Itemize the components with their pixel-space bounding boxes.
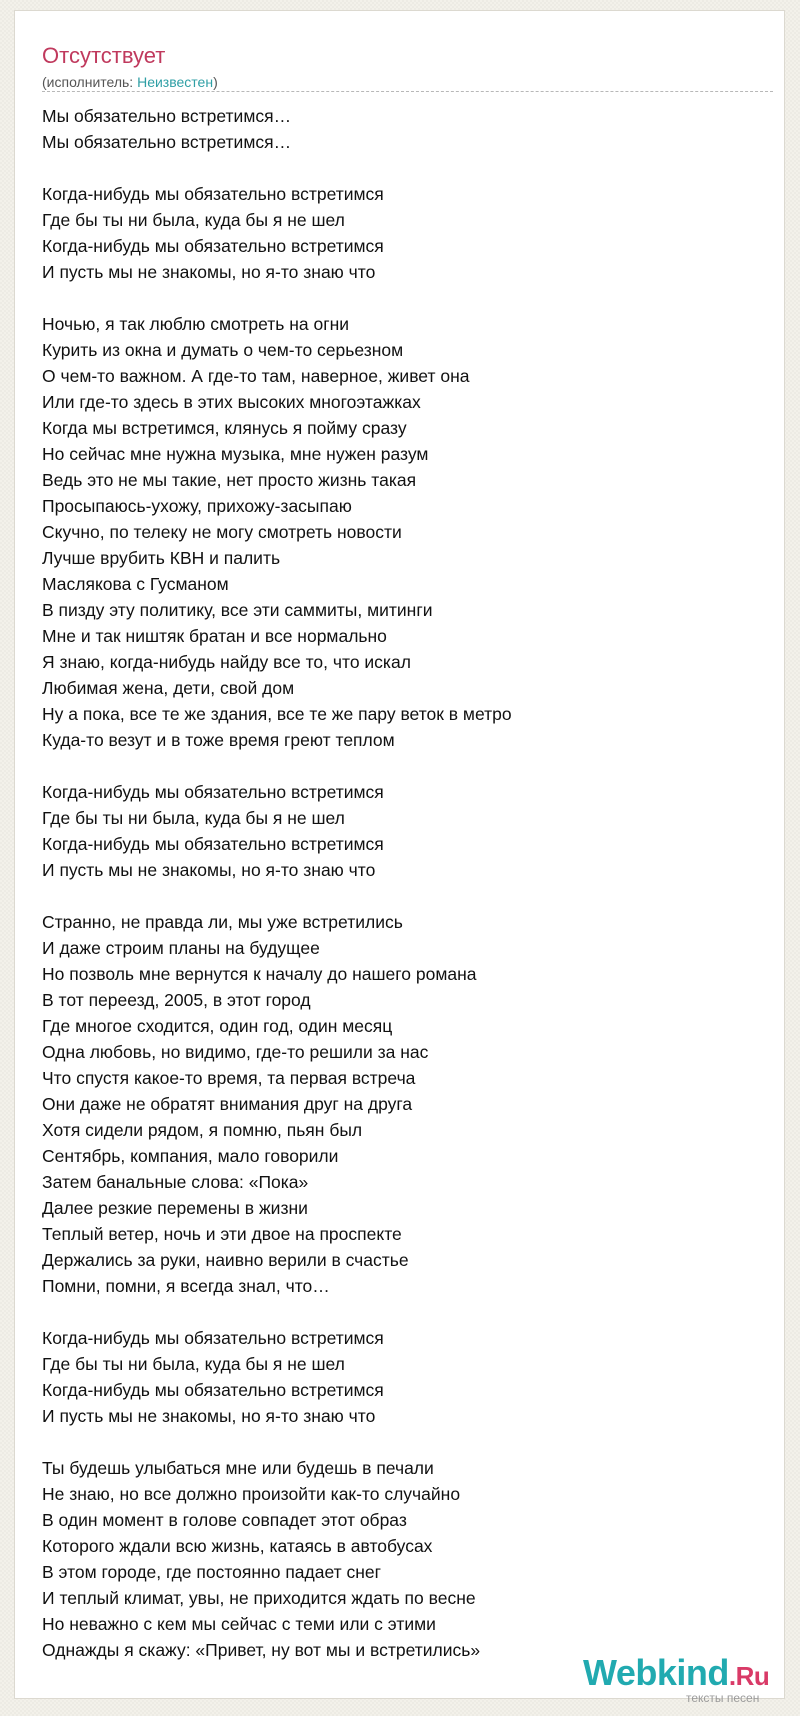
lyric-line: Когда-нибудь мы обязательно встретимся: [42, 1328, 384, 1348]
artist-suffix: ): [213, 74, 218, 90]
artist-line: [42, 73, 218, 91]
lyric-line: Когда-нибудь мы обязательно встретимся: [42, 782, 384, 802]
logo-main-text: Webkind: [583, 1652, 729, 1693]
lyric-line: Когда-нибудь мы обязательно встретимся: [42, 834, 384, 854]
lyric-line: Маслякова с Гусманом: [42, 574, 229, 594]
lyric-line: Но позволь мне вернутся к началу до нашего романа: [42, 964, 477, 984]
lyric-line: Мы обязательно встретимся…: [42, 132, 292, 152]
lyric-line: И пусть мы не знакомы, но я-то знаю что: [42, 860, 376, 880]
logo-tld: .Ru: [728, 1661, 770, 1691]
lyric-line: Просыпаюсь-ухожу, прихожу-засыпаю: [42, 496, 352, 516]
lyric-line: Сентябрь, компания, мало говорили: [42, 1146, 339, 1166]
lyric-line: Я знаю, когда-нибудь найду все то, что искал: [42, 652, 411, 672]
lyric-line: В тот переезд, 2005, в этот город: [42, 990, 311, 1010]
lyric-line: Курить из окна и думать о чем-то серьезном: [42, 340, 404, 360]
lyric-line: Куда-то везут и в тоже время греют теплом: [42, 730, 395, 750]
lyric-line: Где бы ты ни была, куда бы я не шел: [42, 1354, 345, 1374]
lyric-line: Хотя сидели рядом, я помню, пьян был: [42, 1120, 363, 1140]
lyric-line: Далее резкие перемены в жизни: [42, 1198, 308, 1218]
lyric-line: Или где-то здесь в этих высоких многоэтажках: [42, 392, 421, 412]
title-divider: [42, 91, 773, 92]
lyric-line: Когда-нибудь мы обязательно встретимся: [42, 1380, 384, 1400]
lyric-line: Они даже не обратят внимания друг на друга: [42, 1094, 413, 1114]
lyric-line: Одна любовь, но видимо, где-то решили за нас: [42, 1042, 429, 1062]
stanza-gap: [42, 155, 742, 181]
lyric-line: Ты будешь улыбаться мне или будешь в печали: [42, 1458, 434, 1478]
lyric-line: Помни, помни, я всегда знал, что…: [42, 1276, 330, 1296]
lyric-line: Однажды я скажу: «Привет, ну вот мы и встретились»: [42, 1640, 481, 1660]
lyric-line: Когда мы встретимся, клянусь я пойму сразу: [42, 418, 407, 438]
stanza-gap: [42, 753, 742, 779]
lyric-line: Ну а пока, все те же здания, все те же пару веток в метро: [42, 704, 512, 724]
lyric-line: Когда-нибудь мы обязательно встретимся: [42, 184, 384, 204]
lyric-line: Которого ждали всю жизнь, катаясь в автобусах: [42, 1536, 433, 1556]
artist-link[interactable]: Неизвестен: [137, 74, 214, 90]
lyric-line: Лучше врубить КВН и палить: [42, 548, 281, 568]
lyric-line: Затем банальные слова: «Пока»: [42, 1172, 309, 1192]
lyric-line: Мы обязательно встретимся…: [42, 106, 292, 126]
lyric-line: Где бы ты ни была, куда бы я не шел: [42, 210, 345, 230]
lyric-line: Не знаю, но все должно произойти как-то случайно: [42, 1484, 461, 1504]
lyric-line: Ночью, я так люблю смотреть на огни: [42, 314, 350, 334]
lyric-line: Мне и так ништяк братан и все нормально: [42, 626, 387, 646]
logo-tagline: тексты песен: [686, 1691, 760, 1705]
stanza-gap: [42, 883, 742, 909]
song-title: Отсутствует: [42, 43, 166, 68]
lyric-line: И теплый климат, увы, не приходится ждать по весне: [42, 1588, 476, 1608]
lyric-line: Но неважно с кем мы сейчас с теми или с этими: [42, 1614, 436, 1634]
logo-wordmark: [583, 1653, 769, 1696]
lyric-line: И пусть мы не знакомы, но я-то знаю что: [42, 1406, 376, 1426]
stanza-gap: [42, 285, 742, 311]
lyric-line: Держались за руки, наивно верили в счастье: [42, 1250, 409, 1270]
lyrics-text: [42, 103, 742, 1663]
lyric-line: В один момент в голове совпадет этот образ: [42, 1510, 407, 1530]
lyric-line: Скучно, по телеку не могу смотреть новости: [42, 522, 402, 542]
lyric-line: Ведь это не мы такие, нет просто жизнь такая: [42, 470, 417, 490]
stanza-gap: [42, 1299, 742, 1325]
lyric-line: В пизду эту политику, все эти саммиты, митинги: [42, 600, 433, 620]
lyric-line: Когда-нибудь мы обязательно встретимся: [42, 236, 384, 256]
lyric-line: Где бы ты ни была, куда бы я не шел: [42, 808, 345, 828]
lyric-line: Где многое сходится, один год, один месяц: [42, 1016, 393, 1036]
artist-prefix: (исполнитель:: [42, 74, 138, 90]
lyric-line: О чем-то важном. А где-то там, наверное, живет она: [42, 366, 470, 386]
lyric-line: Что спустя какое-то время, та первая встреча: [42, 1068, 416, 1088]
lyric-line: Странно, не правда ли, мы уже встретились: [42, 912, 403, 932]
lyric-line: В этом городе, где постоянно падает снег: [42, 1562, 382, 1582]
lyrics-card: [14, 10, 785, 1705]
webkind-logo[interactable]: [583, 1653, 793, 1711]
lyric-line: Но сейчас мне нужна музыка, мне нужен разум: [42, 444, 429, 464]
lyric-line: Теплый ветер, ночь и эти двое на проспекте: [42, 1224, 402, 1244]
lyric-line: Любимая жена, дети, свой дом: [42, 678, 295, 698]
lyric-line: И даже строим планы на будущее: [42, 938, 320, 958]
stanza-gap: [42, 1429, 742, 1455]
lyric-line: И пусть мы не знакомы, но я-то знаю что: [42, 262, 376, 282]
